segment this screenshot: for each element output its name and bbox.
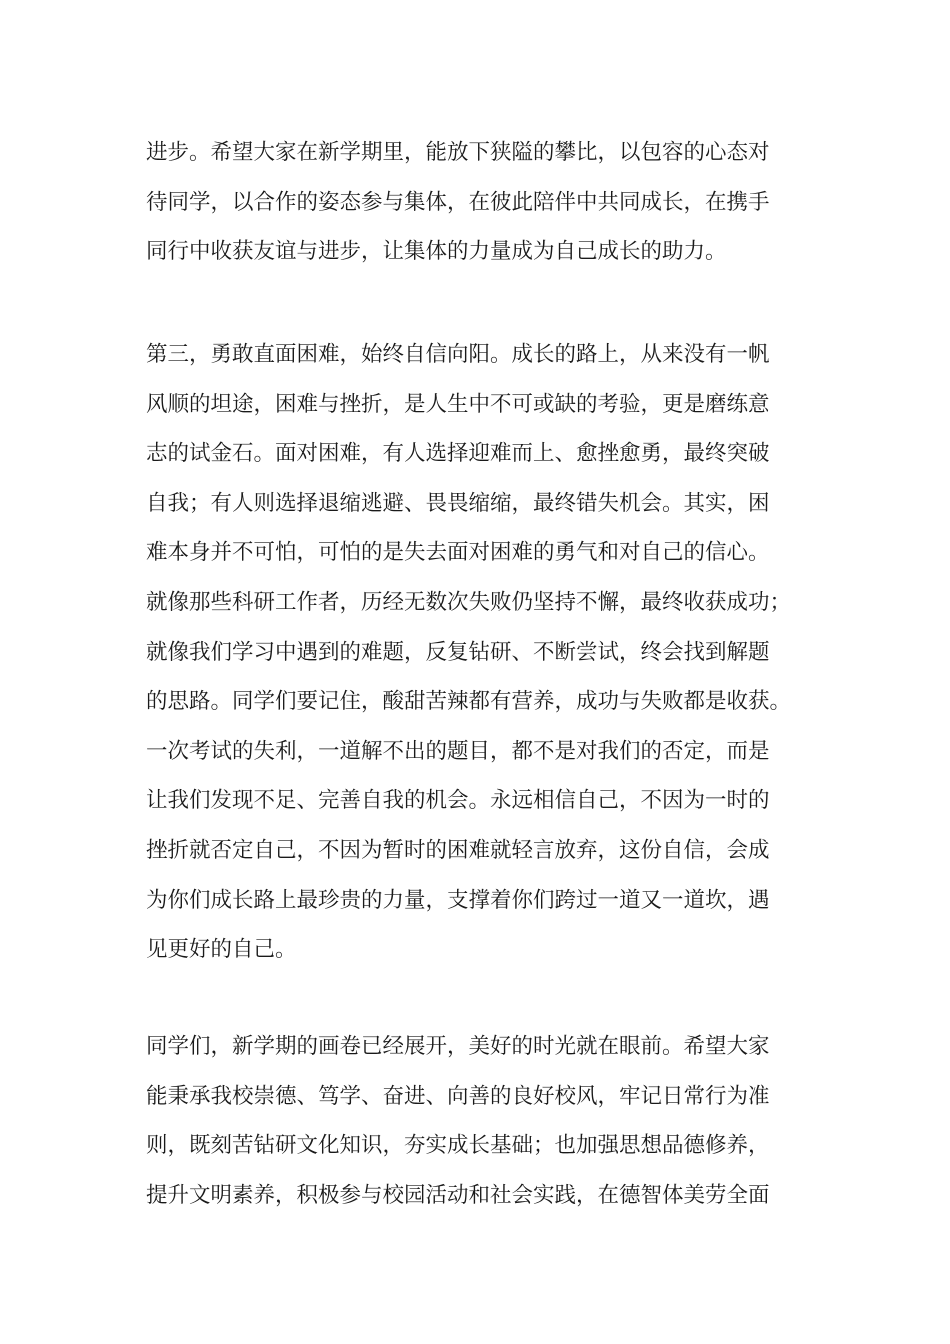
text-line: 提升文明素养，积极参与校园活动和社会实践，在德智体美劳全面 (146, 1182, 770, 1208)
paragraph-2 (146, 330, 836, 975)
text-line: 让我们发现不足、完善自我的机会。永远相信自己，不因为一时的 (146, 788, 770, 814)
paragraph-3 (146, 1022, 836, 1220)
text-line: 能秉承我校崇德、笃学、奋进、向善的良好校风，牢记日常行为准 (146, 1083, 770, 1109)
text-line: 同学们，新学期的画卷已经展开，美好的时光就在眼前。希望大家 (146, 1034, 770, 1059)
text-line: 风顺的坦途，困难与挫折，是人生中不可或缺的考验，更是磨练意 (146, 391, 770, 417)
text-line: 挫折就否定自己，不因为暂时的困难就轻言放弃，这份自信，会成 (146, 837, 770, 863)
text-line: 进步。希望大家在新学期里，能放下狭隘的攀比，以包容的心态对 (146, 140, 770, 165)
text-line: 第三，勇敢直面困难，始终自信向阳。成长的路上，从来没有一帆 (146, 342, 770, 367)
text-line: 就像我们学习中遇到的难题，反复钻研、不断尝试，终会找到解题 (146, 639, 770, 665)
text-line: 一次考试的失利，一道解不出的题目，都不是对我们的否定，而是 (146, 738, 770, 764)
text-line: 的思路。同学们要记住，酸甜苦辣都有营养，成功与失败都是收获。 (146, 689, 792, 715)
text-line: 待同学，以合作的姿态参与集体，在彼此陪伴中共同成长，在携手 (146, 189, 770, 215)
text-line: 则，既刻苦钻研文化知识，夯实成长基础；也加强思想品德修养， (146, 1133, 770, 1159)
text-line: 自我；有人则选择退缩逃避、畏畏缩缩，最终错失机会。其实，困 (146, 490, 770, 516)
text-line: 志的试金石。面对困难，有人选择迎难而上、愈挫愈勇，最终突破 (146, 441, 770, 467)
paragraph-1 (146, 128, 836, 277)
text-line: 同行中收获友谊与进步，让集体的力量成为自己成长的助力。 (146, 239, 727, 265)
text-line: 见更好的自己。 (146, 937, 297, 963)
text-line: 难本身并不可怕，可怕的是失去面对困难的勇气和对自己的信心。 (146, 540, 770, 566)
text-line: 就像那些科研工作者，历经无数次失败仍坚持不懈，最终收获成功； (146, 589, 792, 615)
text-line: 为你们成长路上最珍贵的力量，支撑着你们跨过一道又一道坎，遇 (146, 887, 770, 913)
